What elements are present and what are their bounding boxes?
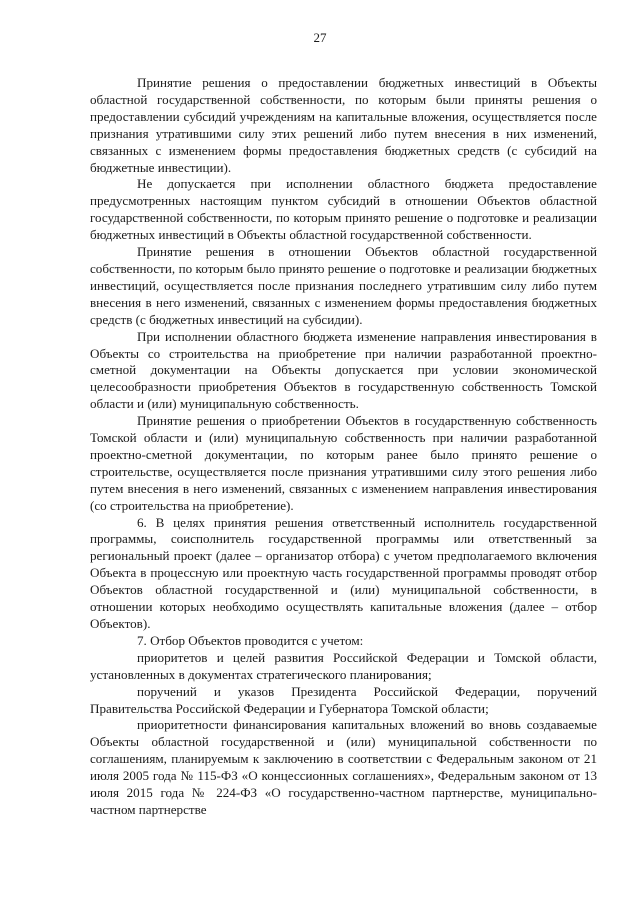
paragraph: Не допускается при исполнении областного бюджета предоставление предусмотренных настоящим пунктом субсидий в отношении Объектов областной государственной собственности, по которым принято решение о подготовке и реализации бюджетных инвестиций в Объекты областной государственной собственности. (90, 176, 597, 243)
paragraph: приоритетности финансирования капитальных вложений во вновь создаваемые Объекты областной государственной и (или) муниципальной собственности по соглашениям, планируемым к заключению в соответствии с Федеральным законом от 21 июля 2005 года № 115-ФЗ «О концессионных соглашениях», Федеральным законом от 13 июля 2015 года № 224-ФЗ «О государственно-частном партнерстве, муниципально-частном партнерстве (90, 717, 597, 817)
paragraph: Принятие решения о предоставлении бюджетных инвестиций в Объекты областной государственной собственности, по которым были приняты решения о предоставлении субсидий учреждениям на капитальные вложения, осуществляется после признания утратившими силу этих решений либо путем внесения в них изменений, связанных с изменением формы предоставления бюджетных средств (с субсидий на бюджетные инвестиции). (90, 75, 597, 175)
paragraph: Принятие решения в отношении Объектов областной государственной собственности, по которым было принято решение о подготовке и реализации бюджетных инвестиций, осуществляется после признания последнего утратившим силу либо путем внесения в него изменений, связанных с изменением формы предоставления бюджетных средств (с бюджетных инвестиций на субсидии). (90, 244, 597, 327)
paragraph: Принятие решения о приобретении Объектов в государственную собственность Томской области и (или) муниципальную собственность при наличии разработанной проектно-сметной документации, по которым ранее было принято решение о строительстве, осуществляется после признания утратившими силу этого решения либо путем внесения в него изменений, связанных с изменением направления инвестирования (со строительства на приобретение). (90, 413, 597, 513)
document-body (90, 75, 597, 819)
paragraph: приоритетов и целей развития Российской Федерации и Томской области, установленных в документах стратегического планирования; (90, 649, 597, 682)
page-number: 27 (313, 30, 327, 45)
paragraph: 7. Отбор Объектов проводится с учетом: (137, 632, 364, 648)
paragraph: 6. В целях принятия решения ответственный исполнитель государственной программы, соисполнитель государственной программы или ответственный за региональный проект (далее – организатор отбора) с учетом предполагаемого включения Объекта в процессную или проектную часть государственной программы проводят отбор Объектов областной государственной и (или) муниципальной собственности, в отношении которых необходимо осуществлять капитальные вложения (далее – отбор Объектов). (90, 514, 597, 631)
paragraph: поручений и указов Президента Российской Федерации, поручений Правительства Российской Федерации и Губернатора Томской области; (90, 683, 597, 716)
paragraph: При исполнении областного бюджета изменение направления инвестирования в Объекты со строительства на приобретение при наличии разработанной проектно-сметной документации на Объекты допускается при условии экономической целесообразности приобретения Объектов в государственную собственность Томской области и (или) муниципальную собственность. (90, 328, 597, 412)
